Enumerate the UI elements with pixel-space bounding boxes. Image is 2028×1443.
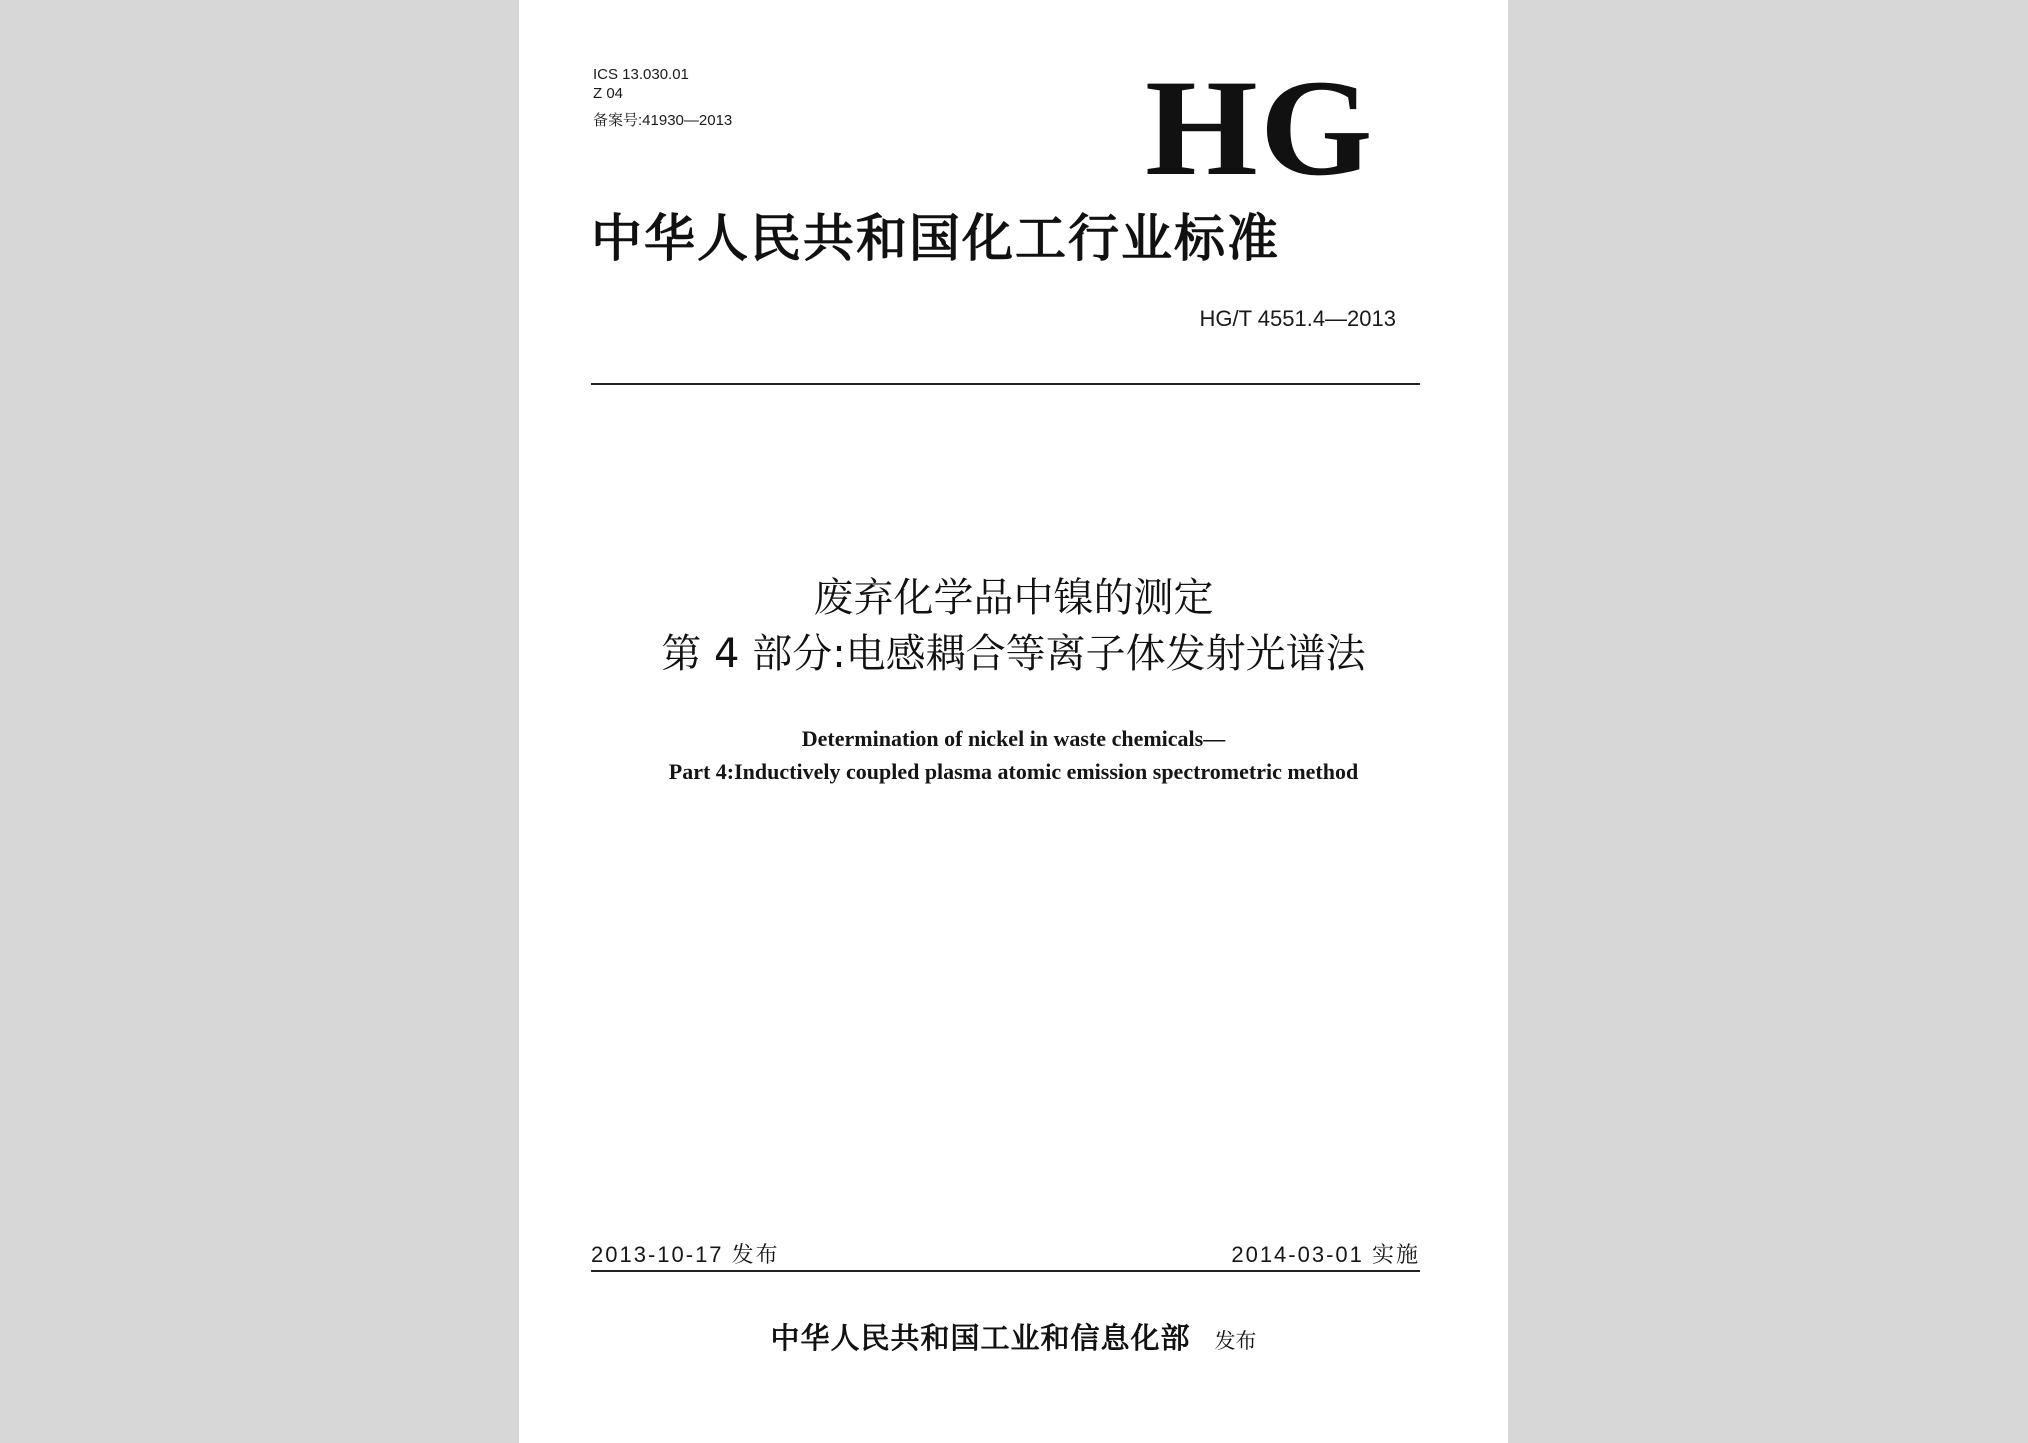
filing-number: 备案号:41930—2013 — [593, 112, 733, 129]
document-page — [519, 0, 1508, 1443]
top-divider — [591, 383, 1420, 385]
chinese-title-line-2: 第 4 部分:电感耦合等离子体发射光谱法 — [661, 631, 1366, 677]
chinese-title-line-1: 废弃化学品中镍的测定 — [813, 575, 1214, 621]
standard-number: HG/T 4551.4—2013 — [1199, 306, 1396, 331]
publisher-name: 中华人民共和国工业和信息化部 — [770, 1321, 1191, 1355]
standard-type-heading: 中华人民共和国化工行业标准 — [591, 210, 1281, 269]
implementation-date: 2014-03-01 实施 — [1231, 1242, 1420, 1267]
hg-logo: HG — [1145, 51, 1375, 204]
bottom-divider — [591, 1270, 1420, 1272]
english-title-line-2: Part 4:Inductively coupled plasma atomic emission spectrometric method — [668, 759, 1359, 784]
publisher-line — [519, 1320, 1508, 1359]
issue-date: 2013-10-17 发布 — [591, 1242, 780, 1267]
publish-action: 发布 — [1214, 1329, 1257, 1353]
english-title-line-1: Determination of nickel in waste chemicals— — [801, 726, 1226, 751]
ics-code: ICS 13.030.01 — [593, 66, 689, 83]
ccs-code: Z 04 — [593, 85, 624, 102]
